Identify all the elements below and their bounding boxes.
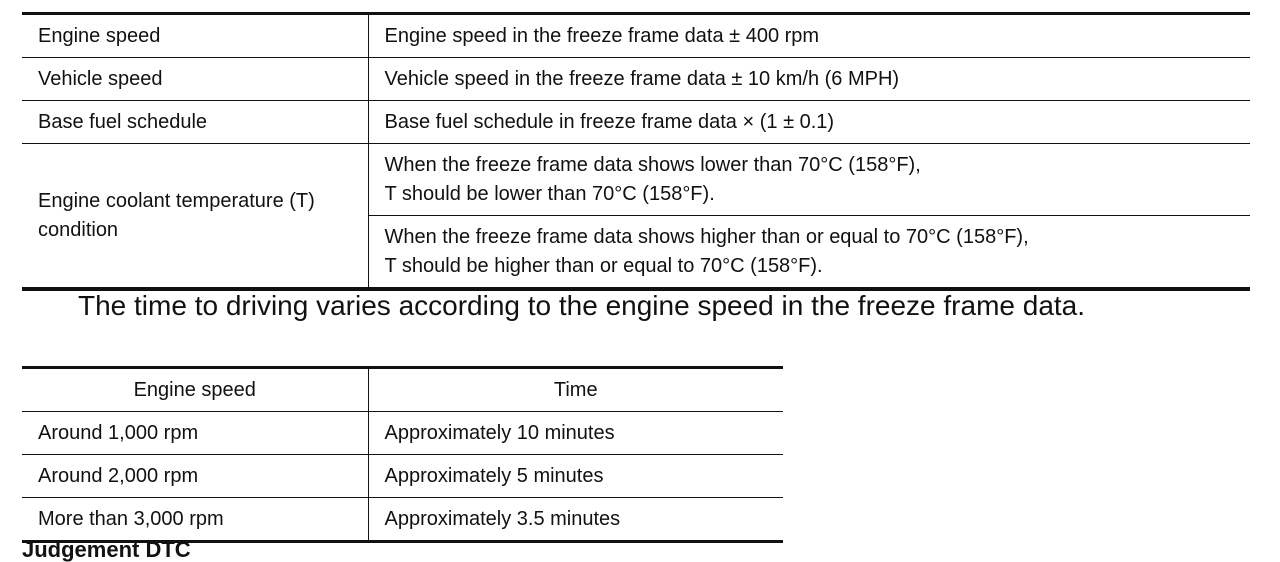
engine-speed-cell: More than 3,000 rpm (22, 498, 368, 542)
table-row (22, 58, 1250, 101)
table-row (22, 144, 1250, 216)
time-cell: Approximately 5 minutes (368, 455, 783, 498)
coolant-item-line: condition (38, 218, 119, 241)
condition-value: Vehicle speed in the freeze frame data ± 10 km/h (6 MPH) (368, 58, 1250, 101)
condition-line: T should be lower than 70°C (158°F). (384, 182, 715, 205)
table-row (22, 101, 1250, 144)
engine-speed-cell: Around 1,000 rpm (22, 412, 368, 455)
table-row (22, 412, 783, 455)
condition-line: T should be higher than or equal to 70°C (158°F). (384, 254, 823, 277)
column-header: Engine speed (22, 368, 368, 412)
table-row (22, 455, 783, 498)
condition-line: When the freeze frame data shows higher than or equal to 70°C (158°F), (384, 225, 1029, 248)
condition-item: Vehicle speed (22, 58, 368, 101)
cut-off-heading: Judgement DTC (22, 537, 191, 562)
coolant-lower-condition (368, 144, 1250, 216)
coolant-higher-condition (368, 216, 1250, 290)
table-row (22, 498, 783, 542)
condition-table (22, 12, 1250, 291)
condition-value: Base fuel schedule in freeze frame data × (1 ± 0.1) (368, 101, 1250, 144)
column-header: Time (368, 368, 783, 412)
condition-value: Engine speed in the freeze frame data ± 400 rpm (368, 14, 1250, 58)
time-cell: Approximately 3.5 minutes (368, 498, 783, 542)
table-row (22, 14, 1250, 58)
condition-line: When the freeze frame data shows lower than 70°C (158°F), (384, 153, 921, 176)
coolant-condition-item (22, 144, 368, 290)
coolant-item-line: Engine coolant temperature (T) (38, 189, 315, 212)
condition-item: Base fuel schedule (22, 101, 368, 144)
condition-item: Engine speed (22, 14, 368, 58)
engine-speed-cell: Around 2,000 rpm (22, 455, 368, 498)
table-header-row (22, 368, 783, 412)
driving-time-note: The time to driving varies according to the engine speed in the freeze frame data. (78, 290, 1086, 321)
time-cell: Approximately 10 minutes (368, 412, 783, 455)
time-table (22, 366, 783, 543)
